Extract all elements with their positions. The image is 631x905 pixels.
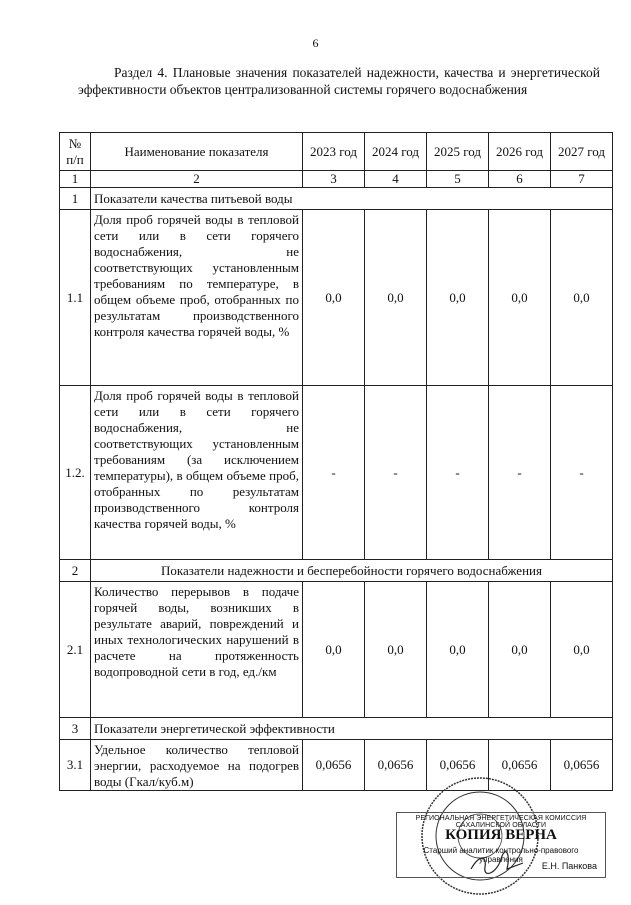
value-cell: 0,0 <box>303 582 365 718</box>
section-number: 2 <box>60 560 91 582</box>
row-number: 1.2. <box>60 386 91 560</box>
value-cell: 0,0 <box>365 582 427 718</box>
page-number: 6 <box>312 36 319 50</box>
indicators-table <box>59 132 613 791</box>
section-number: 1 <box>60 188 91 210</box>
row-number: 2.1 <box>60 582 91 718</box>
header-year: 2025 год <box>427 133 489 171</box>
stamp-position: Старший аналитик контрольно-правового управления <box>423 846 579 864</box>
stamp-copy-label: КОПИЯ ВЕРНА <box>445 827 557 843</box>
section-row <box>60 560 613 582</box>
certification-stamp <box>396 812 606 878</box>
section-heading: Раздел 4. Плановые значения показателей надежности, качества и энергетической эффективности объектов централизованной системы горячего водоснабжения <box>78 65 600 97</box>
value-cell: 0,0656 <box>365 740 427 791</box>
table-row <box>60 386 613 560</box>
section-title: Показатели энергетической эффективности <box>91 718 613 740</box>
header-year: 2026 год <box>489 133 551 171</box>
value-cell: - <box>551 386 613 560</box>
stamp-organization: РЕГИОНАЛЬНАЯ ЭНЕРГЕТИЧЕСКАЯ КОМИССИЯ САХАЛИНСКОЙ ОБЛАСТИ <box>415 815 587 829</box>
header-year: 2024 год <box>365 133 427 171</box>
section-row <box>60 188 613 210</box>
value-cell: 0,0 <box>303 210 365 386</box>
column-numbers-row <box>60 171 613 188</box>
section-title: Показатели надежности и бесперебойности горячего водоснабжения <box>91 560 613 582</box>
column-number: 3 <box>303 171 365 188</box>
row-number: 1.1 <box>60 210 91 386</box>
value-cell: 0,0656 <box>551 740 613 791</box>
value-cell: 0,0656 <box>489 740 551 791</box>
value-cell: 0,0 <box>427 210 489 386</box>
value-cell: 0,0 <box>427 582 489 718</box>
column-number: 6 <box>489 171 551 188</box>
value-cell: 0,0 <box>365 210 427 386</box>
value-cell: - <box>303 386 365 560</box>
column-number: 1 <box>60 171 91 188</box>
value-cell: 0,0 <box>489 582 551 718</box>
value-cell: - <box>427 386 489 560</box>
table-row <box>60 210 613 386</box>
value-cell: 0,0 <box>551 582 613 718</box>
section-title: Показатели качества питьевой воды <box>91 188 613 210</box>
row-number: 3.1 <box>60 740 91 791</box>
value-cell: 0,0656 <box>303 740 365 791</box>
table-header-row <box>60 133 613 171</box>
header-year: 2023 год <box>303 133 365 171</box>
header-num: № п/п <box>60 133 91 171</box>
value-cell: - <box>489 386 551 560</box>
column-number: 7 <box>551 171 613 188</box>
column-number: 5 <box>427 171 489 188</box>
indicator-name: Доля проб горячей воды в тепловой сети или в сети горячего водоснабжения, не соответствующих установленным требованиям (за исключением температуры), в общем объеме проб, отобранных по результатам производственного контроля качества горячей воды, % <box>91 386 303 560</box>
indicator-name: Доля проб горячей воды в тепловой сети или в сети горячего водоснабжения, не соответствующих установленным требованиям по температуре, в общем объеме проб, отобранных по результатам производственного контроля качества горячей воды, % <box>91 210 303 386</box>
value-cell: 0,0 <box>551 210 613 386</box>
table-row <box>60 582 613 718</box>
section-number: 3 <box>60 718 91 740</box>
value-cell: 0,0656 <box>427 740 489 791</box>
value-cell: 0,0 <box>489 210 551 386</box>
stamp-name: Е.Н. Панкова <box>541 861 597 871</box>
header-year: 2027 год <box>551 133 613 171</box>
signature-icon <box>467 851 527 875</box>
indicator-name: Удельное количество тепловой энергии, расходуемое на подогрев воды (Гкал/куб.м) <box>91 740 303 791</box>
column-number: 4 <box>365 171 427 188</box>
section-row <box>60 718 613 740</box>
column-number: 2 <box>91 171 303 188</box>
indicator-name: Количество перерывов в подаче горячей воды, возникших в результате аварий, повреждений и иных технологических нарушений в расчете на протяженность водопроводной сети в год, ед./км <box>91 582 303 718</box>
value-cell: - <box>365 386 427 560</box>
header-name: Наименование показателя <box>91 133 303 171</box>
